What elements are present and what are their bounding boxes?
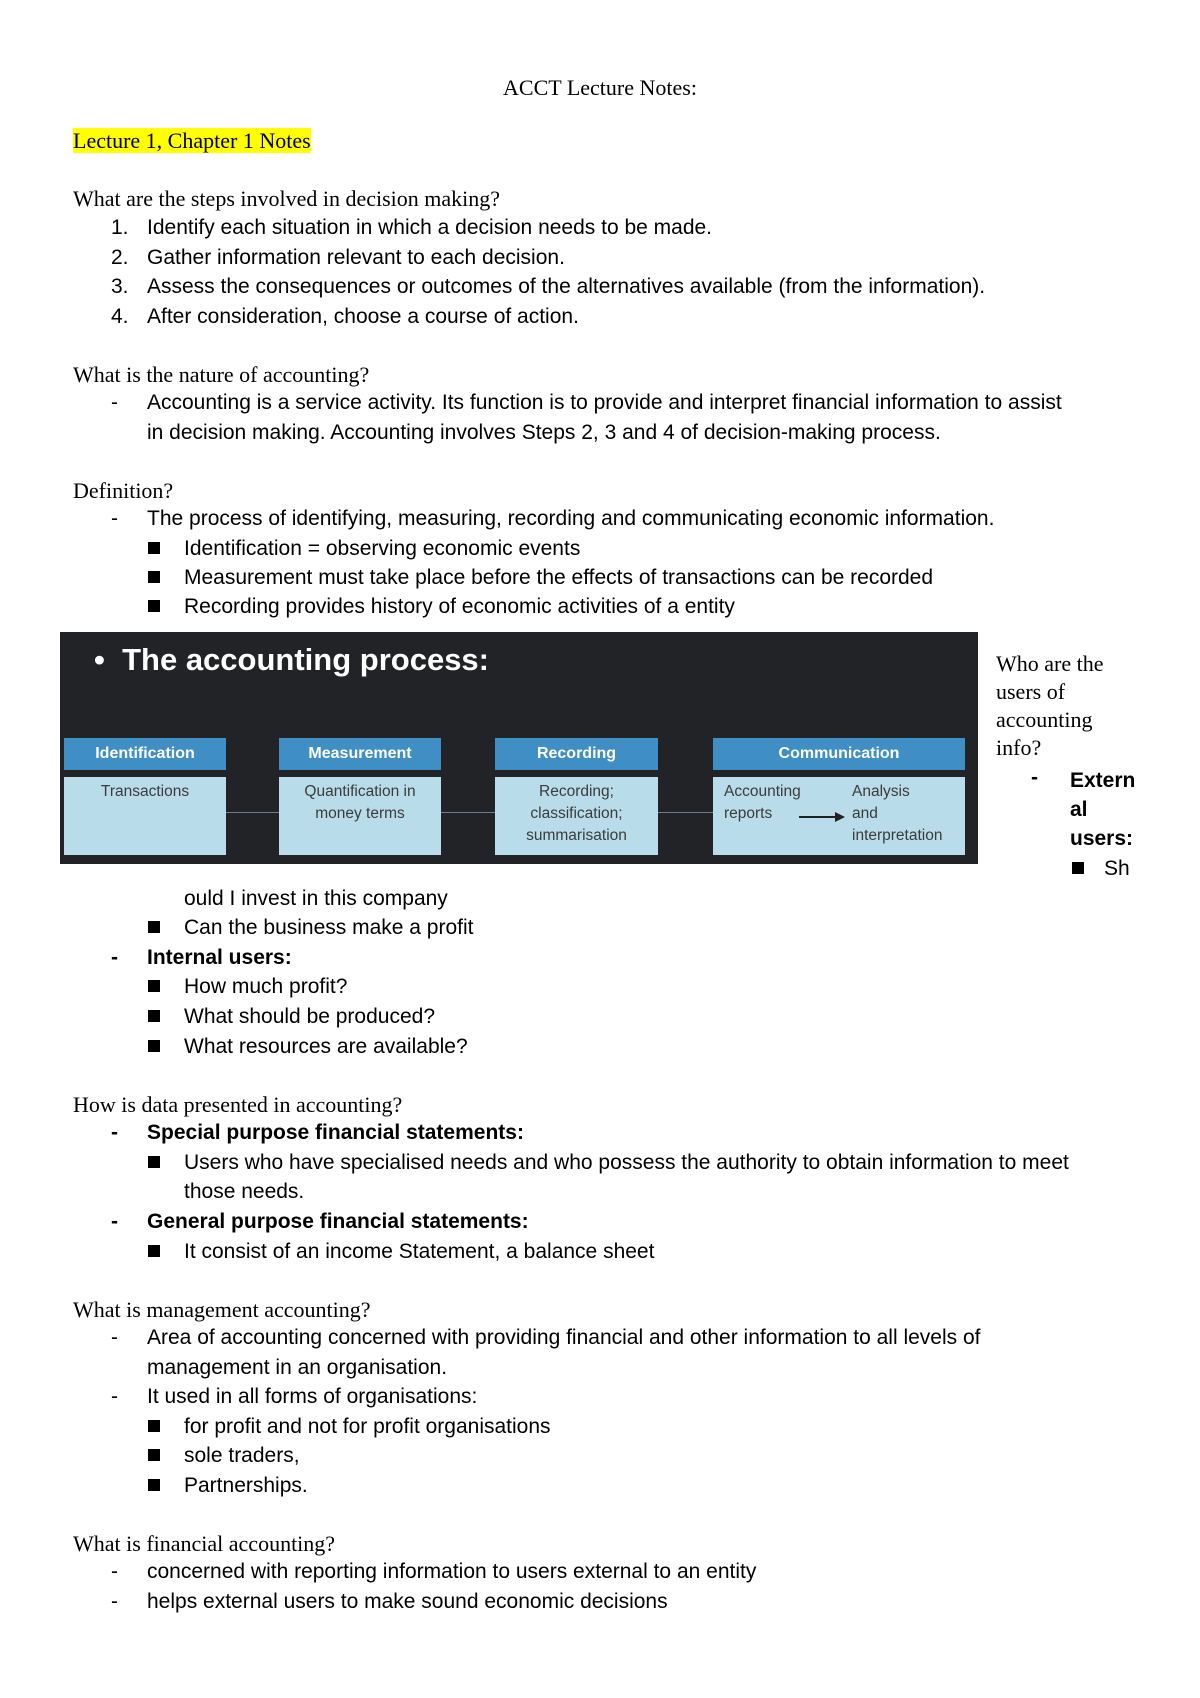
- stage-identification-box: Transactions: [64, 777, 226, 855]
- sub-list-item: What resources are available?: [148, 1035, 468, 1059]
- list-item: 1. Identify each situation in which a decision needs to be made.: [111, 216, 713, 239]
- list-item: - helps external users to make sound economic decisions: [111, 1590, 668, 1613]
- accounting-reports-label: Accounting reports: [724, 783, 801, 822]
- question-management-accounting: What is management accounting?: [73, 1297, 371, 1322]
- list-item: - The process of identifying, measuring, recording and communicating economic information.: [111, 507, 995, 530]
- list-item: - Internal users:: [111, 946, 292, 969]
- question-nature: What is the nature of accounting?: [73, 362, 370, 387]
- list-item: - General purpose financial statements:: [111, 1210, 529, 1233]
- diagram-title: • The accounting process:: [94, 642, 489, 677]
- sub-list-item: Measurement must take place before the effects of transactions can be recorded: [148, 566, 933, 590]
- sub-list-item: Users who have specialised needs and who possess the authority to obtain information to meet: [148, 1151, 1069, 1175]
- stage-identification-header: Identification: [64, 738, 226, 770]
- sub-list-item: Recording provides history of economic activities of a entity: [148, 595, 735, 619]
- sub-list-item: for profit and not for profit organisations: [148, 1415, 551, 1439]
- list-item: - Special purpose financial statements:: [111, 1121, 524, 1144]
- users-question-sidebar: Who are the users of accounting info?: [996, 651, 1104, 760]
- flow-arrow: [226, 812, 279, 813]
- stage-measurement-box: Quantification in money terms: [279, 777, 441, 855]
- sub-list-item: Identification = observing economic events: [148, 537, 580, 561]
- lecture-heading-text: Lecture 1, Chapter 1 Notes: [73, 128, 311, 153]
- dash-bullet: -: [1031, 766, 1038, 789]
- arrow-right-icon: [799, 811, 845, 823]
- question-definition: Definition?: [73, 478, 174, 503]
- list-item: 3. Assess the consequences or outcomes of the alternatives available (from the information).: [111, 275, 986, 298]
- list-item: 2. Gather information relevant to each decision.: [111, 246, 565, 269]
- question-decision-making: What are the steps involved in decision making?: [73, 186, 501, 211]
- sub-list-item: What should be produced?: [148, 1005, 435, 1029]
- list-item: - concerned with reporting information to users external to an entity: [111, 1560, 757, 1583]
- sub-list-item: Sh: [1072, 857, 1130, 881]
- document-title: ACCT Lecture Notes:: [503, 75, 697, 100]
- list-item: - Area of accounting concerned with providing financial and other information to all levels of: [111, 1326, 981, 1349]
- flow-arrow: [441, 812, 495, 813]
- lecture-heading: [73, 128, 311, 154]
- sub-list-item: How much profit?: [148, 975, 347, 999]
- sub-list-item: sole traders,: [148, 1444, 300, 1468]
- accounting-process-diagram: [60, 632, 978, 864]
- list-item-continuation: those needs.: [184, 1180, 305, 1203]
- stage-communication-header: Communication: [713, 738, 965, 770]
- external-users-label: Extern al users:: [1070, 769, 1136, 850]
- list-item: - Accounting is a service activity. Its function is to provide and interpret financial information to assist: [111, 391, 1062, 414]
- flow-arrow: [658, 812, 713, 813]
- stage-recording-box: Recording; classification; summarisation: [495, 777, 658, 855]
- list-item-continuation: in decision making. Accounting involves Steps 2, 3 and 4 of decision-making process.: [147, 421, 941, 444]
- stage-measurement-header: Measurement: [279, 738, 441, 770]
- analysis-label: Analysis and interpretation: [852, 783, 943, 844]
- stage-recording-header: Recording: [495, 738, 658, 770]
- list-item-continuation: ould I invest in this company: [184, 887, 448, 910]
- sub-list-item: It consist of an income Statement, a balance sheet: [148, 1240, 654, 1264]
- question-data-presented: How is data presented in accounting?: [73, 1092, 403, 1117]
- list-item-continuation: management in an organisation.: [147, 1356, 448, 1379]
- question-financial-accounting: What is financial accounting?: [73, 1531, 336, 1556]
- list-item: 4. After consideration, choose a course of action.: [111, 305, 579, 328]
- sub-list-item: Partnerships.: [148, 1474, 308, 1498]
- sub-list-item: Can the business make a profit: [148, 916, 474, 940]
- stage-communication-box: [713, 777, 965, 855]
- list-item: - It used in all forms of organisations:: [111, 1385, 478, 1408]
